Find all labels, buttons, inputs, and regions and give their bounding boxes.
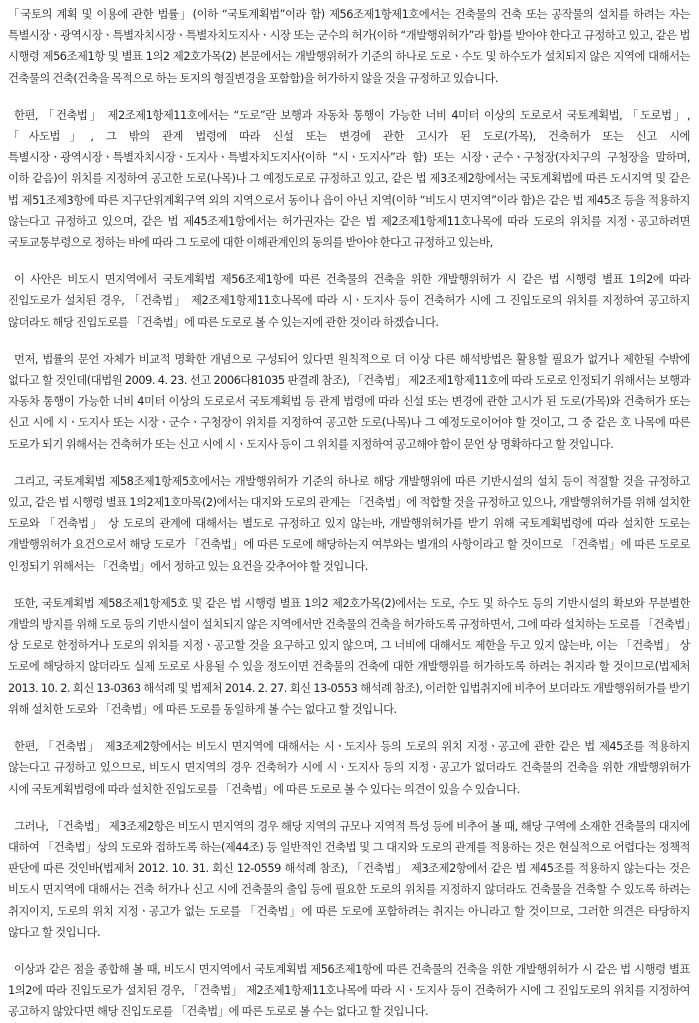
paragraph-gap <box>8 253 690 269</box>
paragraph-1: 「국토의 계획 및 이용에 관한 법률」(이하 “국토계획법”이라 함) 제56조제1항제1호에서는 건축물의 건축 또는 공작물의 설치를 하려는 자는 특별시장ㆍ광역시장ㆍ특별자치시장ㆍ특별자치도지사ㆍ시장 또는 군수의 허가(이하 “개발행위허가”라 함)를 받아야 한다고 규정하고 있고, 같은 법 시행령 제56조제1항 및 별표 1의2 제2호가목(2) 본문에서는 개발행위허가 기준의 하나로 도로ㆍ수도 및 하수도가 설치되지 않은 지역에 대해서는 건축물의 건축(건축을 목적으로 하는 토지의 형질변경을 포함함)을 허가하지 않을 것을 규정하고 있습니다. <box>8 8 690 85</box>
paragraph-6: 또한, 국토계획법 제58조제1항제5호 및 같은 법 시행령 별표 1의2 제2호가목(2)에서는 도로, 수도 및 하수도 등의 기반시설의 확보와 무분별한 개발의 방지를 위해 도로 등의 기반시설이 설치되지 않은 지역에서만 건축물의 건축을 허가하도록 규정하면서, 그에 따라 설치하는 도로를 「건축법」상 도로로 한정하거나 도로의 위치를 지정ㆍ공고할 것을 요구하고 있지 않으며, 그 너비에 대해서도 제한을 두고 있지 않는바, 이는 「건축법」 상 도로에 해당하지 않더라도 실제 도로로 사용될 수 있을 정도이면 건축물의 건축에 대한 개발행위를 허가하도록 하려는 취지라 할 것이므로(법제처 2013. 10. 2. 회신 13-0363 해석례 및 법제처 2014. 2. 27. 회신 13-0553 해석례 참조), 이러한 입법취지에 비추어 보더라도 개발행위허가를 받기 위해 설치한 도로와 「건축법」에 따른 도로를 동일하게 볼 수는 없다고 할 것입니다. <box>8 596 690 716</box>
paragraph-9: 이상과 같은 점을 종합해 볼 때, 비도시 면지역에서 국토계획법 제56조제1항에 따른 건축물의 건축을 위한 개발행위허가 시 같은 법 시행령 별표 1의2에 따라 진입도로가 설치된 경우, 「건축법」 제2조제1항제11호나목에 따라 시ㆍ도지사 등이 건축허가 시에 그 진입도로의 위치를 지정하여 공고하지 않았다면 해당 진입도로를 「건축법」에 따른 도로로 볼 수는 없다고 할 것입니다. <box>8 962 690 1019</box>
paragraph-gap <box>8 720 690 736</box>
paragraph-3: 이 사안은 비도시 면지역에서 국토계획법 제56조제1항에 따른 건축물의 건축을 위한 개발행위허가 시 같은 법 시행령 별표 1의2에 따라 진입도로가 설치된 경우, 「건축법」 제2조제1항제11호나목에 따라 시ㆍ도지사 등이 건축허가 시에 그 진입도로의 위치를 지정하여 공고하지 않더라도 해당 진입도로를 「건축법」에 따른 도로로 볼 수 있는지에 관한 것이라 하겠습니다. <box>8 273 690 329</box>
paragraph-gap <box>8 455 690 471</box>
paragraph-gap <box>8 943 690 959</box>
paragraph-8: 그러나, 「건축법」 제3조제2항은 비도시 면지역의 경우 해당 지역의 규모나 지역적 특성 등에 비추어 볼 때, 해당 구역에 소재한 건축물의 대지에 대하여 「건축법」상의 도로와 접하도록 하는(제44조) 등 일반적인 건축법 및 그 대지와 도로의 관계를 적용하는 것은 현실적으로 어렵다는 정책적 판단에 따른 것인바(법제처 2012. 10. 31. 회신 12-0559 해석례 참조), 「건축법」 제3조제2항에서 같은 법 제45조를 적용하지 않는다는 것은 비도시 면지역에 대해서는 건축 허가나 신고 시에 건축물의 출입 등에 필요한 도로의 위치를 지정하지 않더라도 건축물을 건축할 수 있도록 하려는 취지이지, 도로의 위치 지정ㆍ공고가 없는 도로를 「건축법」에 따른 도로에 포함하려는 취지는 아니라고 할 것이므로, 그러한 의견은 타당하지 않다고 할 것입니다. <box>8 819 690 939</box>
paragraph-gap <box>8 333 690 349</box>
paragraph-2: 한편, 「건축법」 제2조제1항제11호에서는 “도로”란 보행과 자동차 통행이 가능한 너비 4미터 이상의 도로로서 국토계획법, 「도로법」, 「사도법」, 그 밖의 관계 법령에 따라 신설 또는 변경에 관한 고시가 된 도로(가목), 건축허가 또는 신고 시에 특별시장ㆍ광역시장ㆍ특별자치시장ㆍ도지사ㆍ특별자치도지사(이하 “시ㆍ도지사”라 함) 또는 시장ㆍ군수ㆍ구청장(자치구의 구청장을 말하며, 이하 같음)이 위치를 지정하여 공고한 도로(나목)나 그 예정도로로 규정하고 있고, 같은 법 제3조제2항에서는 국토계획법에 따른 도시지역 및 같은 법 제51조제3항에 따른 지구단위계획구역 외의 지역으로서 동이나 읍이 아닌 지역(이하 “비도시 면지역”이라 함)은 같은 법 제45조 등을 적용하지 않는다고 규정하고 있으며, 같은 법 제45조제1항에서는 허가권자는 같은 법 제2조제1항제11호나목에 따라 도로의 위치를 지정ㆍ공고하려면 국토교통부령으로 정하는 바에 따라 그 도로에 대한 이해관계인의 동의를 받아야 한다고 규정하고 있는바, <box>8 108 690 250</box>
paragraph-5: 그리고, 국토계획법 제58조제1항제5호에서는 개발행위허가 기준의 하나로 해당 개발행위에 따른 기반시설의 설치 등이 적절할 것을 규정하고 있고, 같은 법 시행령 별표 1의2제1호마목(2)에서는 대지와 도로의 관계는 「건축법」에 적합할 것을 규정하고 있으나, 개발행위허가를 위해 설치한 도로와 「건축법」 상 도로의 관계에 대해서는 별도로 규정하고 있지 않는바, 개발행위허가를 받기 위해 국토계획법령에 따라 설치한 도로는 개발행위허가 요건으로서 해당 도로가 「건축법」에 따른 도로에 해당하는지 여부와는 별개의 사항이라고 할 것이므로 「건축법」에 따른 도로로 인정되기 위해서는 「건축법」에서 정하고 있는 요건을 갖추어야 할 것입니다. <box>8 474 690 573</box>
paragraph-gap <box>8 577 690 593</box>
paragraph-gap <box>8 89 690 105</box>
paragraph-4: 먼저, 법률의 문언 자체가 비교적 명확한 개념으로 구성되어 있다면 원칙적으로 더 이상 다른 해석방법은 활용할 필요가 없거나 제한될 수밖에 없다고 할 것인데(대법원 2009. 4. 23. 선고 2006다81035 판결례 참조), 「건축법」 제2조제1항제11호에 따라 도로로 인정되기 위해서는 보행과 자동차 통행이 가능한 너비 4미터 이상의 도로로서 국토계획법 등 관계 법령에 따라 신설 또는 변경에 관한 고시가 된 도로(가목)와 건축허가 또는 신고 시에 시ㆍ도지사 또는 시장ㆍ군수ㆍ구청장이 위치를 지정하여 공고한 도로(나목)나 그 예정도로이어야 할 것이고, 그 중 같은 호 나목에 따른 도로가 되기 위해서는 건축허가 또는 신고 시에 시ㆍ도지사 등이 그 위치를 지정하여 공고해야 함이 문언 상 명확하다고 할 것입니다. <box>8 352 690 451</box>
paragraph-7: 한편, 「건축법」 제3조제2항에서는 비도시 면지역에 대해서는 시ㆍ도지사 등의 도로의 위치 지정ㆍ공고에 관한 같은 법 제45조를 적용하지 않는다고 규정하고 있으므로, 비도시 면지역의 경우 건축허가 시에 시ㆍ도지사 등의 지정ㆍ공고가 없더라도 건축물의 건축을 위한 개발행위허가 시에 국토계획법령에 따라 설치한 진입도로를 「건축법」에 따른 도로로 볼 수 있다는 의견이 있을 수 있습니다. <box>8 740 690 796</box>
paragraph-gap <box>8 800 690 816</box>
